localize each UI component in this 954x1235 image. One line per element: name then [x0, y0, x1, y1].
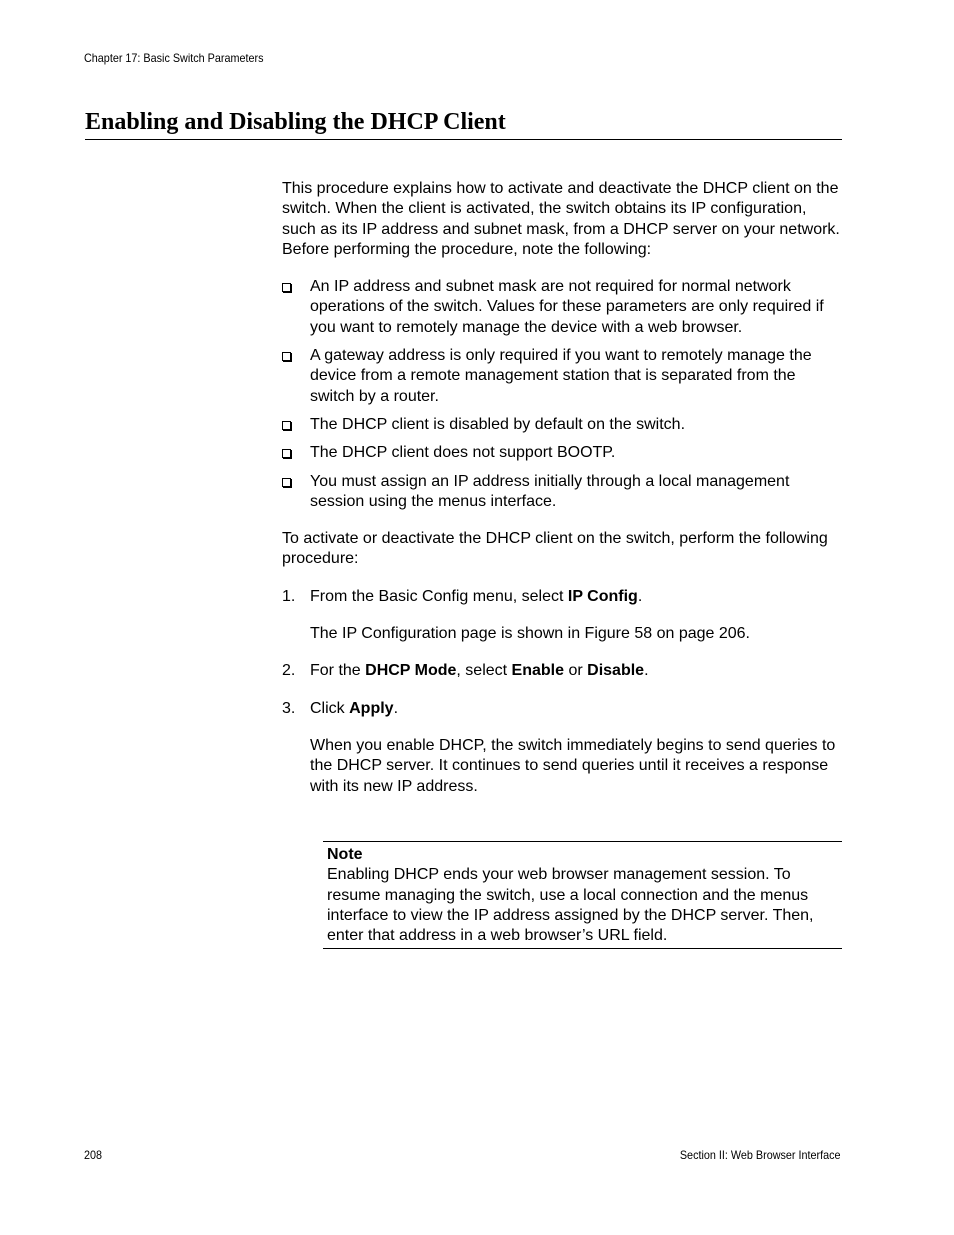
list-item-text: You must assign an IP address initially through a local management session using the menus interface.: [310, 472, 790, 510]
step-text-part: Click: [310, 699, 350, 717]
footer-section: Section II: Web Browser Interface: [680, 1148, 841, 1162]
list-item: [282, 472, 842, 513]
menu-option-ip-config: IP Config: [567, 587, 638, 605]
button-apply-reference: Apply: [349, 699, 394, 717]
page-number: 208: [84, 1148, 103, 1162]
step-description: The IP Configuration page is shown in Figure 58 on page 206.: [310, 625, 750, 643]
step-text-part: For the: [310, 662, 366, 680]
option-enable: Enable: [511, 662, 565, 680]
step-text-part: .: [637, 587, 643, 605]
step-text-part: .: [644, 662, 649, 680]
list-item-text: A gateway address is only required if you want to remotely manage the device from a remote management station that is separated from the switch by a router.: [310, 347, 812, 405]
step-text-part: From the Basic Config menu, select: [310, 587, 568, 605]
step-text-part: , select: [456, 662, 512, 680]
step-text: [310, 587, 842, 607]
list-item: [282, 443, 842, 463]
step-3: [282, 699, 842, 797]
step-description: When you enable DHCP, the switch immediately begins to send queries to the DHCP server. It continues to send queries until it receives a response with its new IP address.: [310, 736, 836, 795]
list-item-text: The DHCP client is disabled by default on the switch.: [310, 415, 686, 433]
step-text: [310, 661, 842, 681]
checkbox-outline-icon: [282, 478, 291, 487]
step-number: 2.: [282, 662, 296, 680]
step-2: [282, 661, 842, 681]
option-disable: Disable: [587, 662, 645, 680]
intro-paragraph: This procedure explains how to activate and deactivate the DHCP client on the switch. When the client is activated, the switch obtains its IP configuration, such as its IP address and subnet mask, from a DHCP server on your network. Before performing the procedure, note the following:: [282, 180, 840, 258]
notes-list: [282, 277, 842, 512]
note-text: Enabling DHCP ends your web browser management session. To resume managing the switch, use a local connection and the menus interface to view the IP address assigned by the DHCP server. Then, enter that address in a web browser’s URL field.: [327, 866, 814, 945]
body-content: [282, 179, 842, 814]
checkbox-outline-icon: [282, 421, 291, 430]
list-item: [282, 415, 842, 435]
section-title: Enabling and Disabling the DHCP Client: [85, 106, 842, 140]
list-item: [282, 277, 842, 338]
field-dhcp-mode: DHCP Mode: [365, 662, 457, 680]
list-item: [282, 346, 842, 407]
checkbox-outline-icon: [282, 283, 291, 292]
procedure-steps: [282, 587, 842, 797]
list-item-text: The DHCP client does not support BOOTP.: [310, 444, 616, 462]
checkbox-outline-icon: [282, 352, 291, 361]
step-text: [310, 699, 842, 719]
running-header: Chapter 17: Basic Switch Parameters: [84, 51, 264, 65]
list-item-text: An IP address and subnet mask are not required for normal network operations of the switch. Values for these parameters are only required if you want to remotely manage the device with a web browser.: [310, 278, 824, 336]
step-number: 1.: [282, 587, 296, 605]
step-number: 3.: [282, 699, 296, 717]
checkbox-outline-icon: [282, 449, 291, 458]
step-text-part: or: [564, 662, 588, 680]
note-box: [323, 841, 842, 949]
step-text-part: .: [393, 699, 399, 717]
step-1: [282, 587, 842, 645]
procedure-intro: To activate or deactivate the DHCP client on the switch, perform the following procedure:: [282, 530, 828, 568]
note-title: Note: [327, 846, 363, 863]
